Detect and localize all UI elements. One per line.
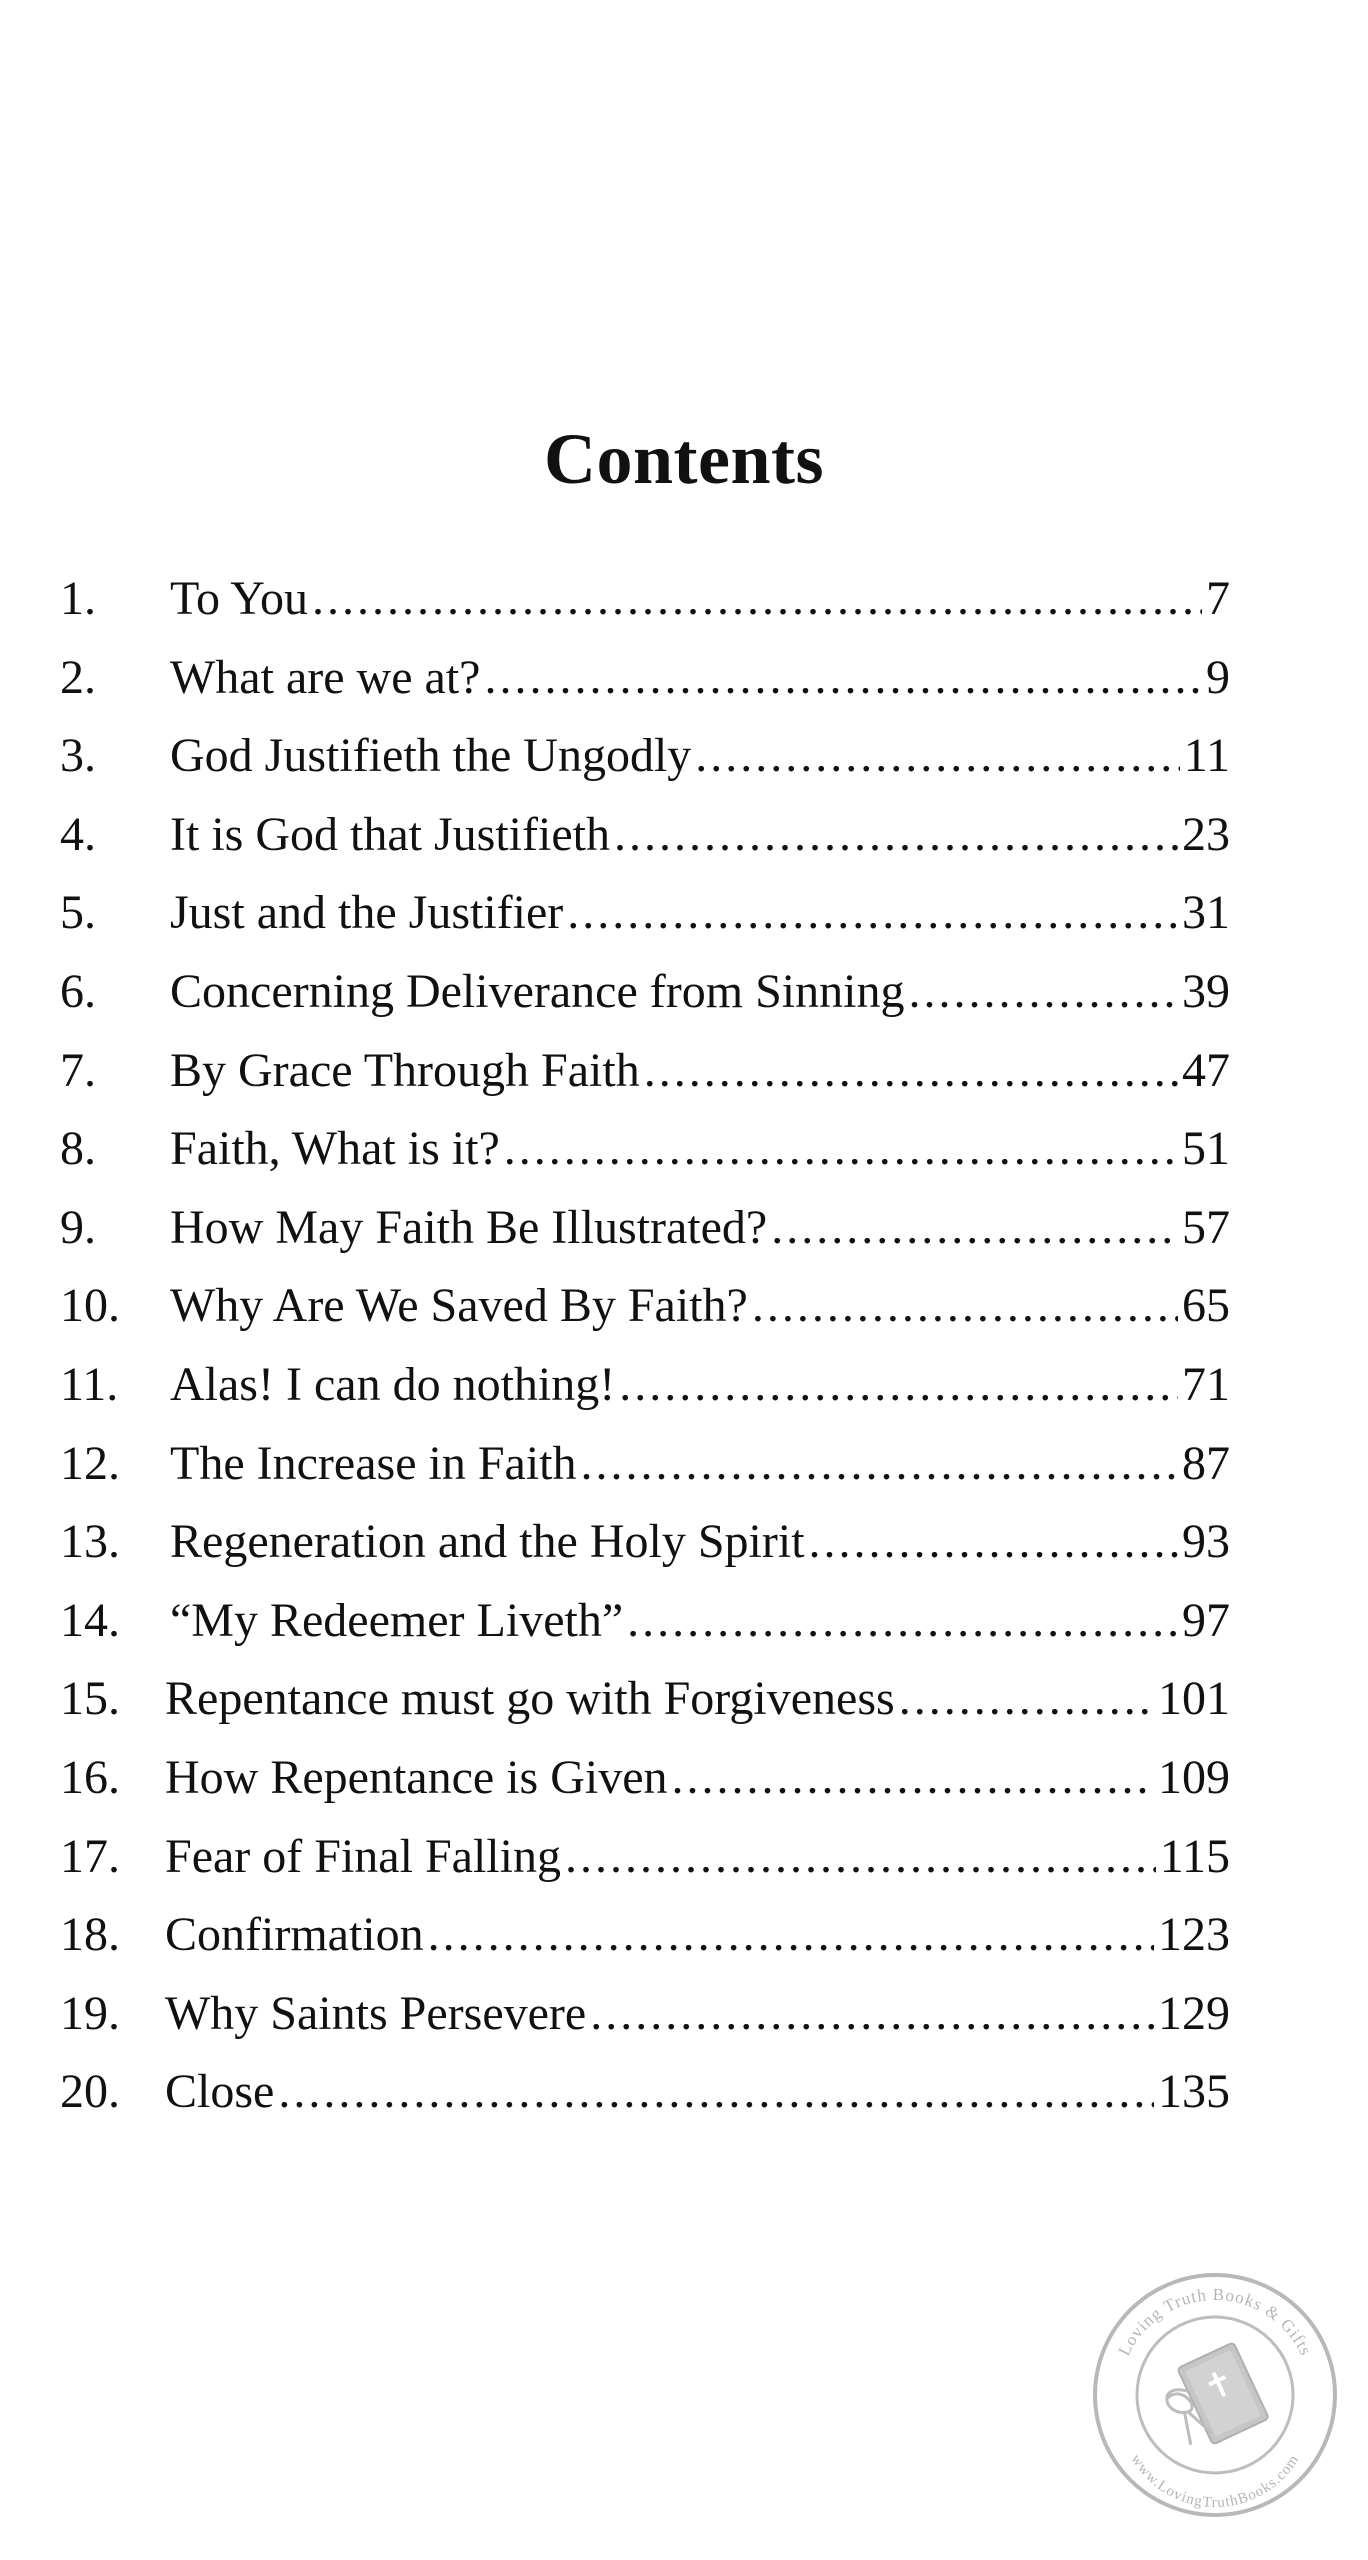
toc-leader-dots [771,1189,1178,1268]
toc-page-number: 87 [1182,1436,1230,1490]
toc-entry [60,1896,1230,1975]
toc-page-number: 31 [1182,886,1230,940]
toc-title: Just and the Justifier [170,886,564,940]
toc-leader-dots [567,874,1178,953]
toc-number: 9. [60,1200,96,1254]
toc-leader-dots [809,1503,1178,1582]
toc-entry [60,1032,1230,1111]
toc-number: 17. [60,1829,120,1883]
toc-page-number: 57 [1182,1200,1230,1254]
toc-title: Close [165,2065,275,2119]
toc-title: Regeneration and the Holy Spirit [170,1515,805,1569]
toc-page-number: 129 [1158,1986,1230,2040]
toc-page-number: 135 [1158,2065,1230,2119]
toc-entry [60,1975,1230,2054]
toc-entry [60,1739,1230,1818]
toc-leader-dots [484,639,1202,718]
toc-entry [60,953,1230,1032]
toc-entry [60,717,1230,796]
toc-leader-dots [627,1582,1178,1661]
toc-title: Repentance must go with Forgiveness [165,1672,895,1726]
toc-leader-dots [590,1975,1154,2054]
toc-title: By Grace Through Faith [170,1043,640,1097]
toc-page-number: 93 [1182,1515,1230,1569]
toc-entry [60,1425,1230,1504]
table-of-contents [60,560,1230,2132]
page-title: Contents [543,419,824,500]
toc-number: 10. [60,1279,120,1333]
toc-leader-dots [619,1346,1178,1425]
toc-number: 19. [60,1986,120,2040]
toc-title: It is God that Justifieth [170,807,610,861]
toc-leader-dots [644,1032,1178,1111]
toc-page-number: 97 [1182,1593,1230,1647]
book-ribbon-icon [1156,2342,1269,2454]
toc-page-number: 51 [1182,1122,1230,1176]
toc-title: Faith, What is it? [170,1122,500,1176]
toc-leader-dots [899,1660,1154,1739]
toc-leader-dots [278,2053,1154,2132]
toc-title: What are we at? [170,650,481,704]
toc-leader-dots [312,560,1202,639]
toc-leader-dots [565,1818,1156,1897]
toc-leader-dots [428,1896,1154,1975]
toc-page-number: 9 [1206,650,1230,704]
toc-leader-dots [581,1425,1179,1504]
toc-leader-dots [504,1110,1178,1189]
seal-text-bottom: www.LovingTruthBooks.com [1127,2451,1303,2512]
toc-page-number: 47 [1182,1043,1230,1097]
toc-title: Fear of Final Falling [165,1829,561,1883]
toc-page-number: 115 [1159,1829,1230,1883]
toc-number: 4. [60,807,96,861]
toc-number: 18. [60,1908,120,1962]
toc-title: Confirmation [165,1908,424,1962]
toc-entry [60,2053,1230,2132]
toc-entry [60,1503,1230,1582]
toc-page-number: 65 [1182,1279,1230,1333]
toc-page-number: 7 [1206,572,1230,625]
toc-entry [60,1189,1230,1268]
toc-page-number: 39 [1182,964,1230,1018]
toc-entry [60,874,1230,953]
toc-number: 12. [60,1436,120,1490]
toc-entry [60,560,1230,639]
toc-number: 1. [60,572,96,625]
toc-leader-dots [695,717,1179,796]
toc-page-number: 11 [1183,729,1230,783]
toc-title: “My Redeemer Liveth” [170,1593,624,1647]
toc-number: 15. [60,1672,120,1726]
toc-title: The Increase in Faith [170,1436,577,1490]
toc-title: Why Are We Saved By Faith? [170,1279,748,1333]
toc-entry [60,1582,1230,1661]
toc-title: How Repentance is Given [165,1750,668,1804]
toc-page-number: 23 [1182,807,1230,861]
toc-title: To You [170,572,309,625]
toc-number: 14. [60,1593,120,1647]
toc-leader-dots [908,953,1178,1032]
toc-number: 11. [60,1357,119,1411]
watermark-seal [1080,2260,1350,2530]
toc-number: 2. [60,650,96,704]
toc-page-number: 123 [1158,1908,1230,1962]
toc-title: Alas! I can do nothing! [170,1357,616,1411]
seal-text-top: Loving Truth Books & Gifts [1114,2284,1316,2359]
toc-title: Concerning Deliverance from Sinning [170,964,905,1018]
toc-page-number: 109 [1158,1750,1230,1804]
toc-entry [60,1660,1230,1739]
toc-page-number: 71 [1182,1357,1230,1411]
toc-entry [60,1818,1230,1897]
toc-number: 5. [60,886,96,940]
toc-number: 20. [60,2065,120,2119]
toc-number: 7. [60,1043,96,1097]
toc-leader-dots [672,1739,1154,1818]
toc-entry [60,1346,1230,1425]
toc-number: 13. [60,1515,120,1569]
toc-leader-dots [614,796,1178,875]
toc-entry [60,796,1230,875]
toc-entry [60,1110,1230,1189]
toc-number: 16. [60,1750,120,1804]
toc-title: How May Faith Be Illustrated? [170,1200,768,1254]
toc-number: 8. [60,1122,96,1176]
toc-page-number: 101 [1158,1672,1230,1726]
toc-entry [60,1267,1230,1346]
toc-title: God Justifieth the Ungodly [170,729,692,783]
toc-title: Why Saints Persevere [165,1986,587,2040]
toc-number: 6. [60,964,96,1018]
toc-leader-dots [752,1267,1178,1346]
toc-entry [60,639,1230,718]
toc-number: 3. [60,729,96,783]
